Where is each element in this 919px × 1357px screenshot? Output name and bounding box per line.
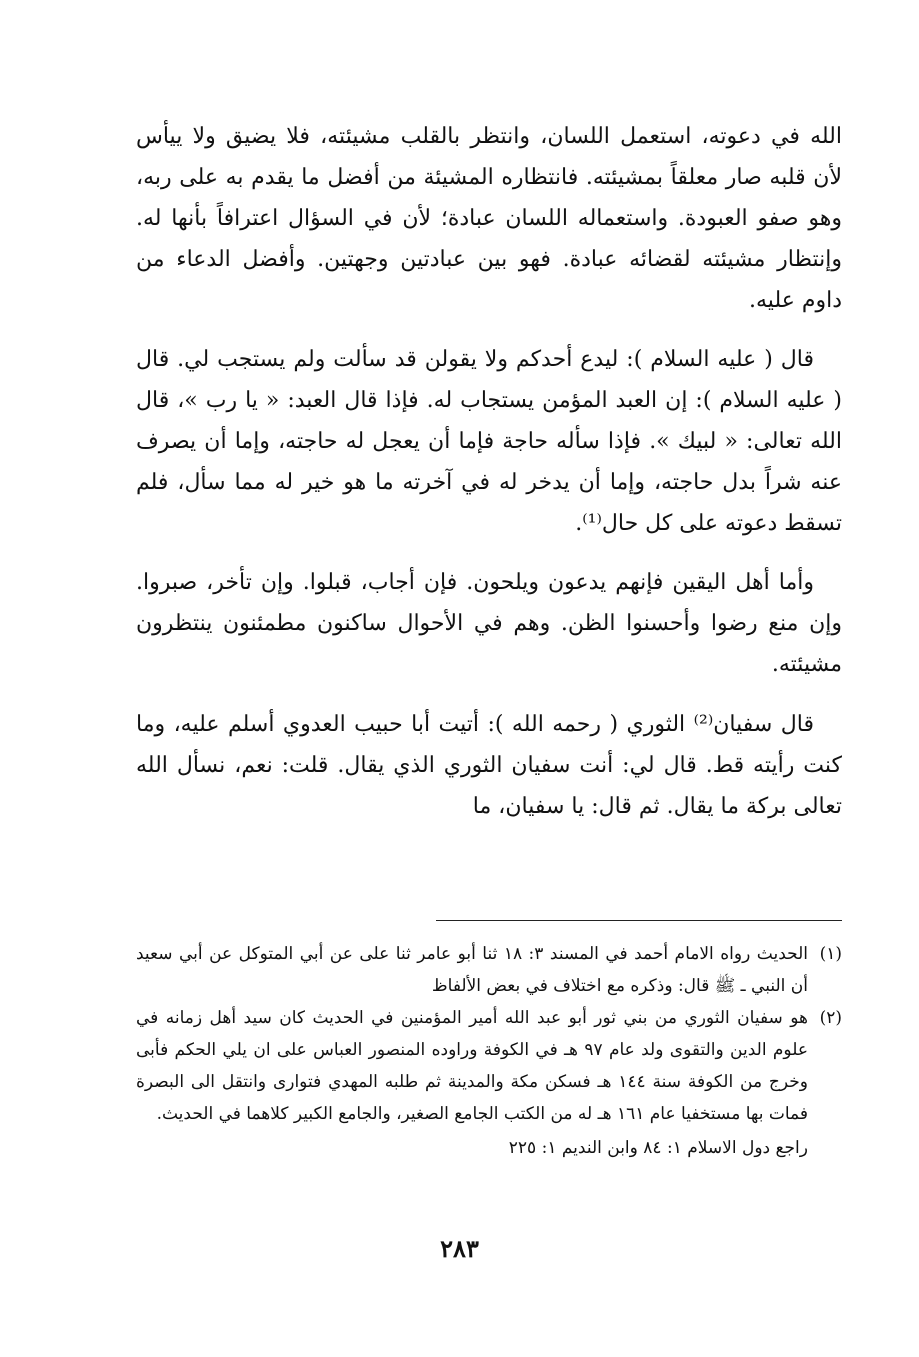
- paragraph-4: قال سفيان⁽²⁾ الثوري ( رحمه الله ): أتيت أبا حبيب العدوي أسلم عليه، وما كنت رأيته قط. قال لي: أنت سفيان الثوري الذي يقال. قلت: نعم، نسأل الله تعالى بركة ما يقال. ثم قال: يا سفيان، ما: [136, 712, 842, 819]
- footnotes: [136, 938, 842, 1164]
- footnote-2-text: هو سفيان الثوري من بني ثور أبو عبد الله أمير المؤمنين في الحديث كان سيد أهل زمانه في علوم الدين والتقوى ولد عام ٩٧ هـ في الكوفة وراوده المنصور العباس على ان يلي الحكم فأبى وخرج من الكوفة سنة ١٤٤ هـ فسكن مكة والمدينة ثم طلبه المهدي فتوارى وانتقل الى البصرة فمات بها مستخفيا عام ١٦١ هـ له من الكتب الجامع الصغير، والجامع الكبير كلاهما في الحديث.: [136, 1008, 808, 1124]
- footnote-1: [136, 938, 842, 1002]
- footnote-divider: [436, 920, 842, 921]
- footnote-reference: [136, 1132, 842, 1164]
- footnote-1-text: الحديث رواه الامام أحمد في المسند ٣: ١٨ ثنا أبو عامر ثنا على عن أبي المتوكل عن أبي سعيد أن النبي ـ ﷺ قال: وذكره مع اختلاف في بعض الألفاظ: [136, 944, 808, 996]
- paragraph-2: قال ( عليه السلام ): ليدع أحدكم ولا يقولن قد سألت ولم يستجب لي. قال ( عليه السلام ): إن العبد المؤمن يستجاب له. فإذا قال العبد: « يا رب »، قال الله تعالى: « لبيك ». فإذا سأله حاجة فإما أن يعجل له حاجته، وإما أن يصرف عنه شراً بدل حاجته، وإما أن يدخر له في آخرته ما هو خير له مما سأل، فلم تسقط دعوته على كل حال⁽¹⁾.: [136, 347, 842, 536]
- footnote-1-mark: (١): [819, 944, 842, 964]
- footnote-2: [136, 1002, 842, 1130]
- footnote-reference-text: راجع دول الاسلام ١: ٨٤ وابن النديم ١: ٢٢٥: [508, 1138, 808, 1158]
- main-text: [136, 116, 842, 827]
- footnote-2-mark: (٢): [819, 1008, 842, 1028]
- paragraph-1: الله في دعوته، استعمل اللسان، وانتظر بالقلب مشيئته، فلا يضيق ولا ييأس لأن قلبه صار معلقاً بمشيئته. فانتظاره المشيئة من أفضل ما يقدم به على ربه، وهو صفو العبودة. واستعماله اللسان عبادة؛ لأن في السؤال اعترافاً بأنها له. وإنتظار مشيئته لقضائه عبادة. فهو بين عبادتين وجهتين. وأفضل الدعاء من داوم عليه.: [136, 124, 842, 313]
- paragraph-3: وأما أهل اليقين فإنهم يدعون ويلحون. فإن أجاب، قبلوا. وإن تأخر، صبروا. وإن منع رضوا وأحسنوا الظن. وهم في الأحوال ساكنون مطمئنون ينتظرون مشيئته.: [136, 570, 842, 677]
- page-number: ٢٨٣: [440, 1234, 479, 1263]
